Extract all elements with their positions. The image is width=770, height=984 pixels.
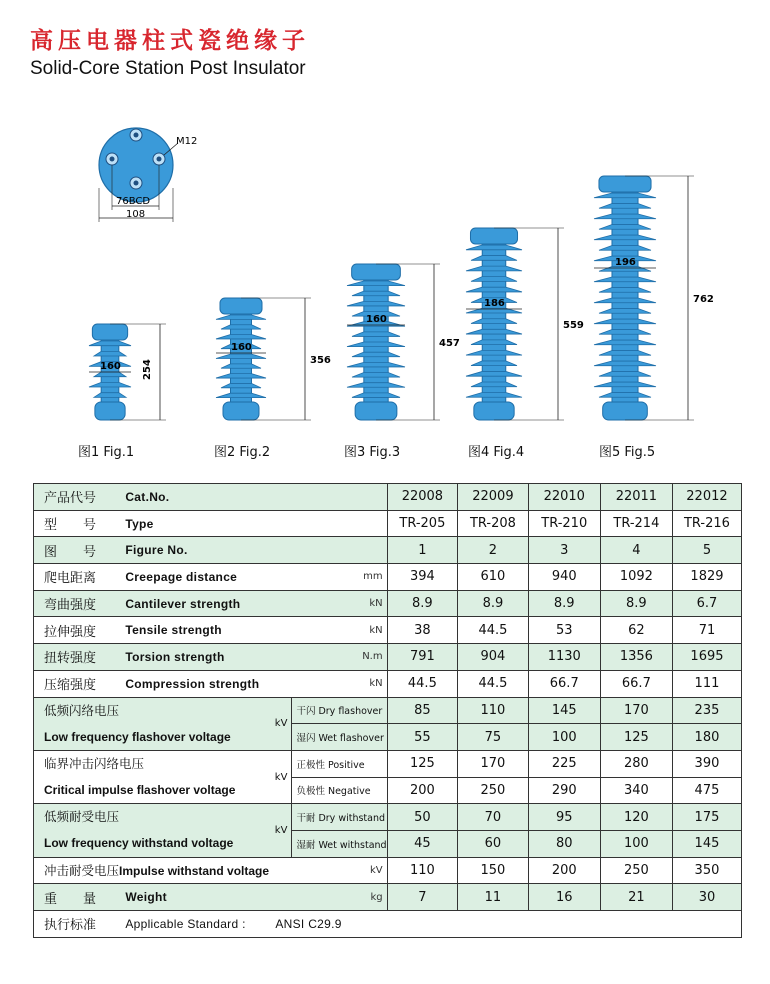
cell: 1092 xyxy=(600,564,672,591)
figure-label-4: 图4 Fig.4 xyxy=(468,445,525,460)
row-label-cn: 型 号 xyxy=(34,510,126,537)
row-unit: kN xyxy=(292,670,387,697)
insulator-base xyxy=(355,402,397,420)
cell: 16 xyxy=(528,884,600,911)
row-label-cn: 压缩强度 xyxy=(34,670,126,697)
cell: 475 xyxy=(672,777,741,804)
insulator-shed xyxy=(466,350,522,355)
cell: 280 xyxy=(600,750,672,777)
row-label-en: Critical impulse flashover voltage xyxy=(44,783,236,798)
lf-withstand-label xyxy=(34,804,273,857)
cell: TR-208 xyxy=(458,510,529,537)
cell: 44.5 xyxy=(458,670,529,697)
row-label-en: Cat.No. xyxy=(125,484,387,511)
cell: 11 xyxy=(458,884,529,911)
insulator-shed xyxy=(89,382,131,387)
cell: 21 xyxy=(600,884,672,911)
row-label-cn: 拉伸强度 xyxy=(34,617,126,644)
cell: 8.9 xyxy=(458,590,529,617)
insulator-base xyxy=(95,402,125,420)
figure-label-2: 图2 Fig.2 xyxy=(214,445,271,460)
figure-label-3: 图3 Fig.3 xyxy=(344,445,401,460)
row-label-cn: 图 号 xyxy=(34,537,126,564)
row-torsion xyxy=(34,644,742,671)
standard-value: ANSI C29.9 xyxy=(275,916,342,931)
insulator-shed xyxy=(221,325,261,329)
flange-dia-label: 108 xyxy=(126,209,146,220)
insulator-shed xyxy=(471,361,517,366)
insulator-shed xyxy=(594,361,656,366)
insulator-cap xyxy=(599,176,651,192)
insulator-shed xyxy=(599,351,651,356)
row-label-en: Cantilever strength xyxy=(125,590,292,617)
insulator-base xyxy=(603,402,648,420)
cell: 290 xyxy=(528,777,600,804)
cell: 1130 xyxy=(528,644,600,671)
cell: 85 xyxy=(387,697,458,724)
cell: 791 xyxy=(387,644,458,671)
cell: 3 xyxy=(528,537,600,564)
row-label-cn: 临界冲击闪络电压 xyxy=(44,756,145,772)
row-label-en: Compression strength xyxy=(125,670,292,697)
dia-dim-label: 160 xyxy=(366,314,387,325)
cell: 60 xyxy=(458,830,529,857)
flange-bolt-label: M12 xyxy=(176,136,198,147)
insulator-shed xyxy=(594,382,656,387)
dia-dim-label: 160 xyxy=(100,361,121,372)
cell: 100 xyxy=(528,724,600,751)
cell: 180 xyxy=(672,724,741,751)
cell: 55 xyxy=(387,724,458,751)
cell: 22008 xyxy=(387,484,458,511)
dia-dim-label: 160 xyxy=(231,342,252,353)
insulator-shed xyxy=(599,372,651,377)
cell: 120 xyxy=(600,804,672,831)
standard-cell xyxy=(125,911,741,938)
insulator-cap xyxy=(352,264,401,280)
cell: 53 xyxy=(528,617,600,644)
cell: 62 xyxy=(600,617,672,644)
insulator-shed xyxy=(352,332,400,337)
row-lf-flashover-dry xyxy=(34,697,742,724)
cell: 610 xyxy=(458,564,529,591)
row-label-cn: 冲击耐受电压 xyxy=(44,863,120,879)
insulator-shed xyxy=(352,352,400,357)
insulator-shed xyxy=(216,315,266,319)
impulse-label xyxy=(34,857,273,884)
insulator-shed xyxy=(471,277,517,282)
row-label-en: Torsion strength xyxy=(125,644,292,671)
insulator-shed xyxy=(466,245,522,250)
cell: 110 xyxy=(387,857,458,884)
row-label-en: Impulse withstand voltage xyxy=(119,864,270,879)
insulator-shed xyxy=(94,372,126,377)
cell: 8.9 xyxy=(600,590,672,617)
cell: 1 xyxy=(387,537,458,564)
cell: 22009 xyxy=(458,484,529,511)
cell: 38 xyxy=(387,617,458,644)
cell: 110 xyxy=(458,697,529,724)
row-figure xyxy=(34,537,742,564)
row-unit: kV xyxy=(273,804,292,857)
dia-dim-label: 196 xyxy=(615,257,636,268)
insulator-shed xyxy=(471,256,517,261)
row-unit: kN xyxy=(292,590,387,617)
cell: 45 xyxy=(387,830,458,857)
insulator-shed xyxy=(594,235,656,240)
insulator-shed xyxy=(94,351,126,356)
row-label-cn: 重 量 xyxy=(34,884,126,911)
cell: 1829 xyxy=(672,564,741,591)
insulator-cap xyxy=(220,298,262,314)
row-unit: kN xyxy=(292,617,387,644)
row-label-en: Tensile strength xyxy=(125,617,292,644)
insulator-shed xyxy=(599,309,651,314)
sub-label: 干闪 Dry flashover xyxy=(292,697,387,724)
flange-plan-view xyxy=(99,128,197,222)
insulator-shed xyxy=(471,382,517,387)
insulator-base xyxy=(474,402,514,420)
row-type xyxy=(34,510,742,537)
cell: 250 xyxy=(458,777,529,804)
cell: 7 xyxy=(387,884,458,911)
insulator-cap xyxy=(92,324,127,340)
insulator-shed xyxy=(94,393,126,398)
insulator-shed xyxy=(466,371,522,376)
cell: 940 xyxy=(528,564,600,591)
cell: 95 xyxy=(528,804,600,831)
cell: 2 xyxy=(458,537,529,564)
cell: 394 xyxy=(387,564,458,591)
row-unit: kV xyxy=(273,750,292,803)
insulator-core xyxy=(612,192,638,402)
row-unit: mm xyxy=(292,564,387,591)
cell: 340 xyxy=(600,777,672,804)
cell: 22011 xyxy=(600,484,672,511)
insulator-shed xyxy=(352,373,400,378)
insulator-shed xyxy=(599,393,651,398)
row-label-cn: 产品代号 xyxy=(34,484,126,511)
sub-label: 湿耐 Wet withstand xyxy=(292,830,387,857)
row-label-cn: 低频闪络电压 xyxy=(44,702,120,718)
row-unit: kV xyxy=(273,697,292,750)
sub-label: 干耐 Dry withstand xyxy=(292,804,387,831)
cell: TR-210 xyxy=(528,510,600,537)
page-title-cn: 高压电器柱式瓷绝缘子 xyxy=(30,28,310,54)
cell: 44.5 xyxy=(387,670,458,697)
cell: 390 xyxy=(672,750,741,777)
row-label-cn: 扭转强度 xyxy=(34,644,126,671)
insulator-shed xyxy=(594,319,656,324)
cell: 44.5 xyxy=(458,617,529,644)
row-label-cn: 低频耐受电压 xyxy=(44,809,120,825)
cell: TR-216 xyxy=(672,510,741,537)
insulator-shed xyxy=(599,288,651,293)
insulator-shed xyxy=(216,393,266,397)
page-title-en: Solid-Core Station Post Insulator xyxy=(30,58,306,79)
insulator-shed xyxy=(216,374,266,378)
row-cantilever xyxy=(34,590,742,617)
insulator-shed xyxy=(594,298,656,303)
row-tensile xyxy=(34,617,742,644)
insulator-shed xyxy=(599,225,651,230)
ci-flashover-label xyxy=(34,750,273,803)
cell: 904 xyxy=(458,644,529,671)
insulator-shed xyxy=(221,364,261,368)
cell: 200 xyxy=(528,857,600,884)
row-unit: kg xyxy=(292,884,387,911)
cell: 8.9 xyxy=(528,590,600,617)
figure-label-1: 图1 Fig.1 xyxy=(78,445,135,460)
insulator-shed xyxy=(466,287,522,292)
cell: 350 xyxy=(672,857,741,884)
insulator-shed xyxy=(471,319,517,324)
insulator-shed xyxy=(594,277,656,282)
cell: TR-214 xyxy=(600,510,672,537)
cell: 250 xyxy=(600,857,672,884)
cell: 80 xyxy=(528,830,600,857)
row-label-en: Low frequency flashover voltage xyxy=(44,729,231,744)
insulator-shed xyxy=(466,329,522,334)
cell: 5 xyxy=(672,537,741,564)
cell: 125 xyxy=(600,724,672,751)
row-label-cn: 爬电距离 xyxy=(34,564,126,591)
standard-label: Applicable Standard : xyxy=(125,916,246,931)
row-label-en: Weight xyxy=(125,884,292,911)
row-unit: N.m xyxy=(292,644,387,671)
insulator-shed xyxy=(466,266,522,271)
row-label-en: Creepage distance xyxy=(125,564,292,591)
cell: 150 xyxy=(458,857,529,884)
insulator-shed xyxy=(594,340,656,345)
height-dim-label: 356 xyxy=(310,355,331,366)
cell: 235 xyxy=(672,697,741,724)
lf-flashover-label xyxy=(34,697,273,750)
cell: 200 xyxy=(387,777,458,804)
insulator-shed xyxy=(466,393,522,398)
row-label-cn: 执行标准 xyxy=(34,911,126,938)
cell: 225 xyxy=(528,750,600,777)
cell: 111 xyxy=(672,670,741,697)
row-compression xyxy=(34,670,742,697)
insulator-cap xyxy=(470,228,517,244)
sub-label: 正极性 Positive xyxy=(292,750,387,777)
row-label-en: Figure No. xyxy=(125,537,387,564)
insulator-shed xyxy=(216,354,266,358)
cell: 170 xyxy=(600,697,672,724)
row-ci-flashover-pos xyxy=(34,750,742,777)
insulator-shed xyxy=(347,362,405,367)
insulator-shed xyxy=(594,193,656,198)
height-dim-label: 254 xyxy=(142,359,153,380)
cell: 175 xyxy=(672,804,741,831)
spec-table xyxy=(33,483,742,938)
sub-label: 湿闪 Wet flashover xyxy=(292,724,387,751)
insulator-shed xyxy=(347,281,405,286)
row-lf-withstand-dry xyxy=(34,804,742,831)
insulator-shed xyxy=(599,204,651,209)
insulator-shed xyxy=(221,383,261,387)
cell: 66.7 xyxy=(600,670,672,697)
cell: 75 xyxy=(458,724,529,751)
cell: TR-205 xyxy=(387,510,458,537)
row-weight xyxy=(34,884,742,911)
cell: 100 xyxy=(600,830,672,857)
insulator-shed xyxy=(347,342,405,347)
insulator-shed xyxy=(216,335,266,339)
figure-label-5: 图5 Fig.5 xyxy=(599,445,656,460)
row-label-cn: 弯曲强度 xyxy=(34,590,126,617)
insulator-shed xyxy=(599,246,651,251)
cell: 1356 xyxy=(600,644,672,671)
height-dim-label: 457 xyxy=(439,338,460,349)
row-impulse-withstand xyxy=(34,857,742,884)
insulator-shed xyxy=(471,340,517,345)
flange-bcd-label: 76BCD xyxy=(116,196,151,207)
insulator-shed xyxy=(352,393,400,398)
insulator-shed xyxy=(594,214,656,219)
dia-dim-label: 186 xyxy=(484,298,505,309)
cell: 22012 xyxy=(672,484,741,511)
cell: 1695 xyxy=(672,644,741,671)
row-standard xyxy=(34,911,742,938)
row-creepage xyxy=(34,564,742,591)
insulator-shed xyxy=(89,341,131,346)
cell: 70 xyxy=(458,804,529,831)
cell: 145 xyxy=(528,697,600,724)
row-cat-no xyxy=(34,484,742,511)
cell: 71 xyxy=(672,617,741,644)
cell: 30 xyxy=(672,884,741,911)
insulator-drawings xyxy=(0,110,770,440)
cell: 8.9 xyxy=(387,590,458,617)
cell: 125 xyxy=(387,750,458,777)
sub-label: 负极性 Negative xyxy=(292,777,387,804)
cell: 66.7 xyxy=(528,670,600,697)
row-unit: kV xyxy=(273,857,388,884)
insulator-shed xyxy=(347,301,405,306)
cell: 50 xyxy=(387,804,458,831)
height-dim-label: 559 xyxy=(563,320,584,331)
row-label-en: Low frequency withstand voltage xyxy=(44,836,234,851)
insulator-shed xyxy=(352,291,400,296)
row-label-en: Type xyxy=(125,510,387,537)
cell: 22010 xyxy=(528,484,600,511)
height-dim-label: 762 xyxy=(693,294,714,305)
cell: 145 xyxy=(672,830,741,857)
cell: 4 xyxy=(600,537,672,564)
insulator-base xyxy=(223,402,259,420)
insulator-shed xyxy=(347,383,405,388)
cell: 170 xyxy=(458,750,529,777)
cell: 6.7 xyxy=(672,590,741,617)
insulator-shed xyxy=(599,330,651,335)
